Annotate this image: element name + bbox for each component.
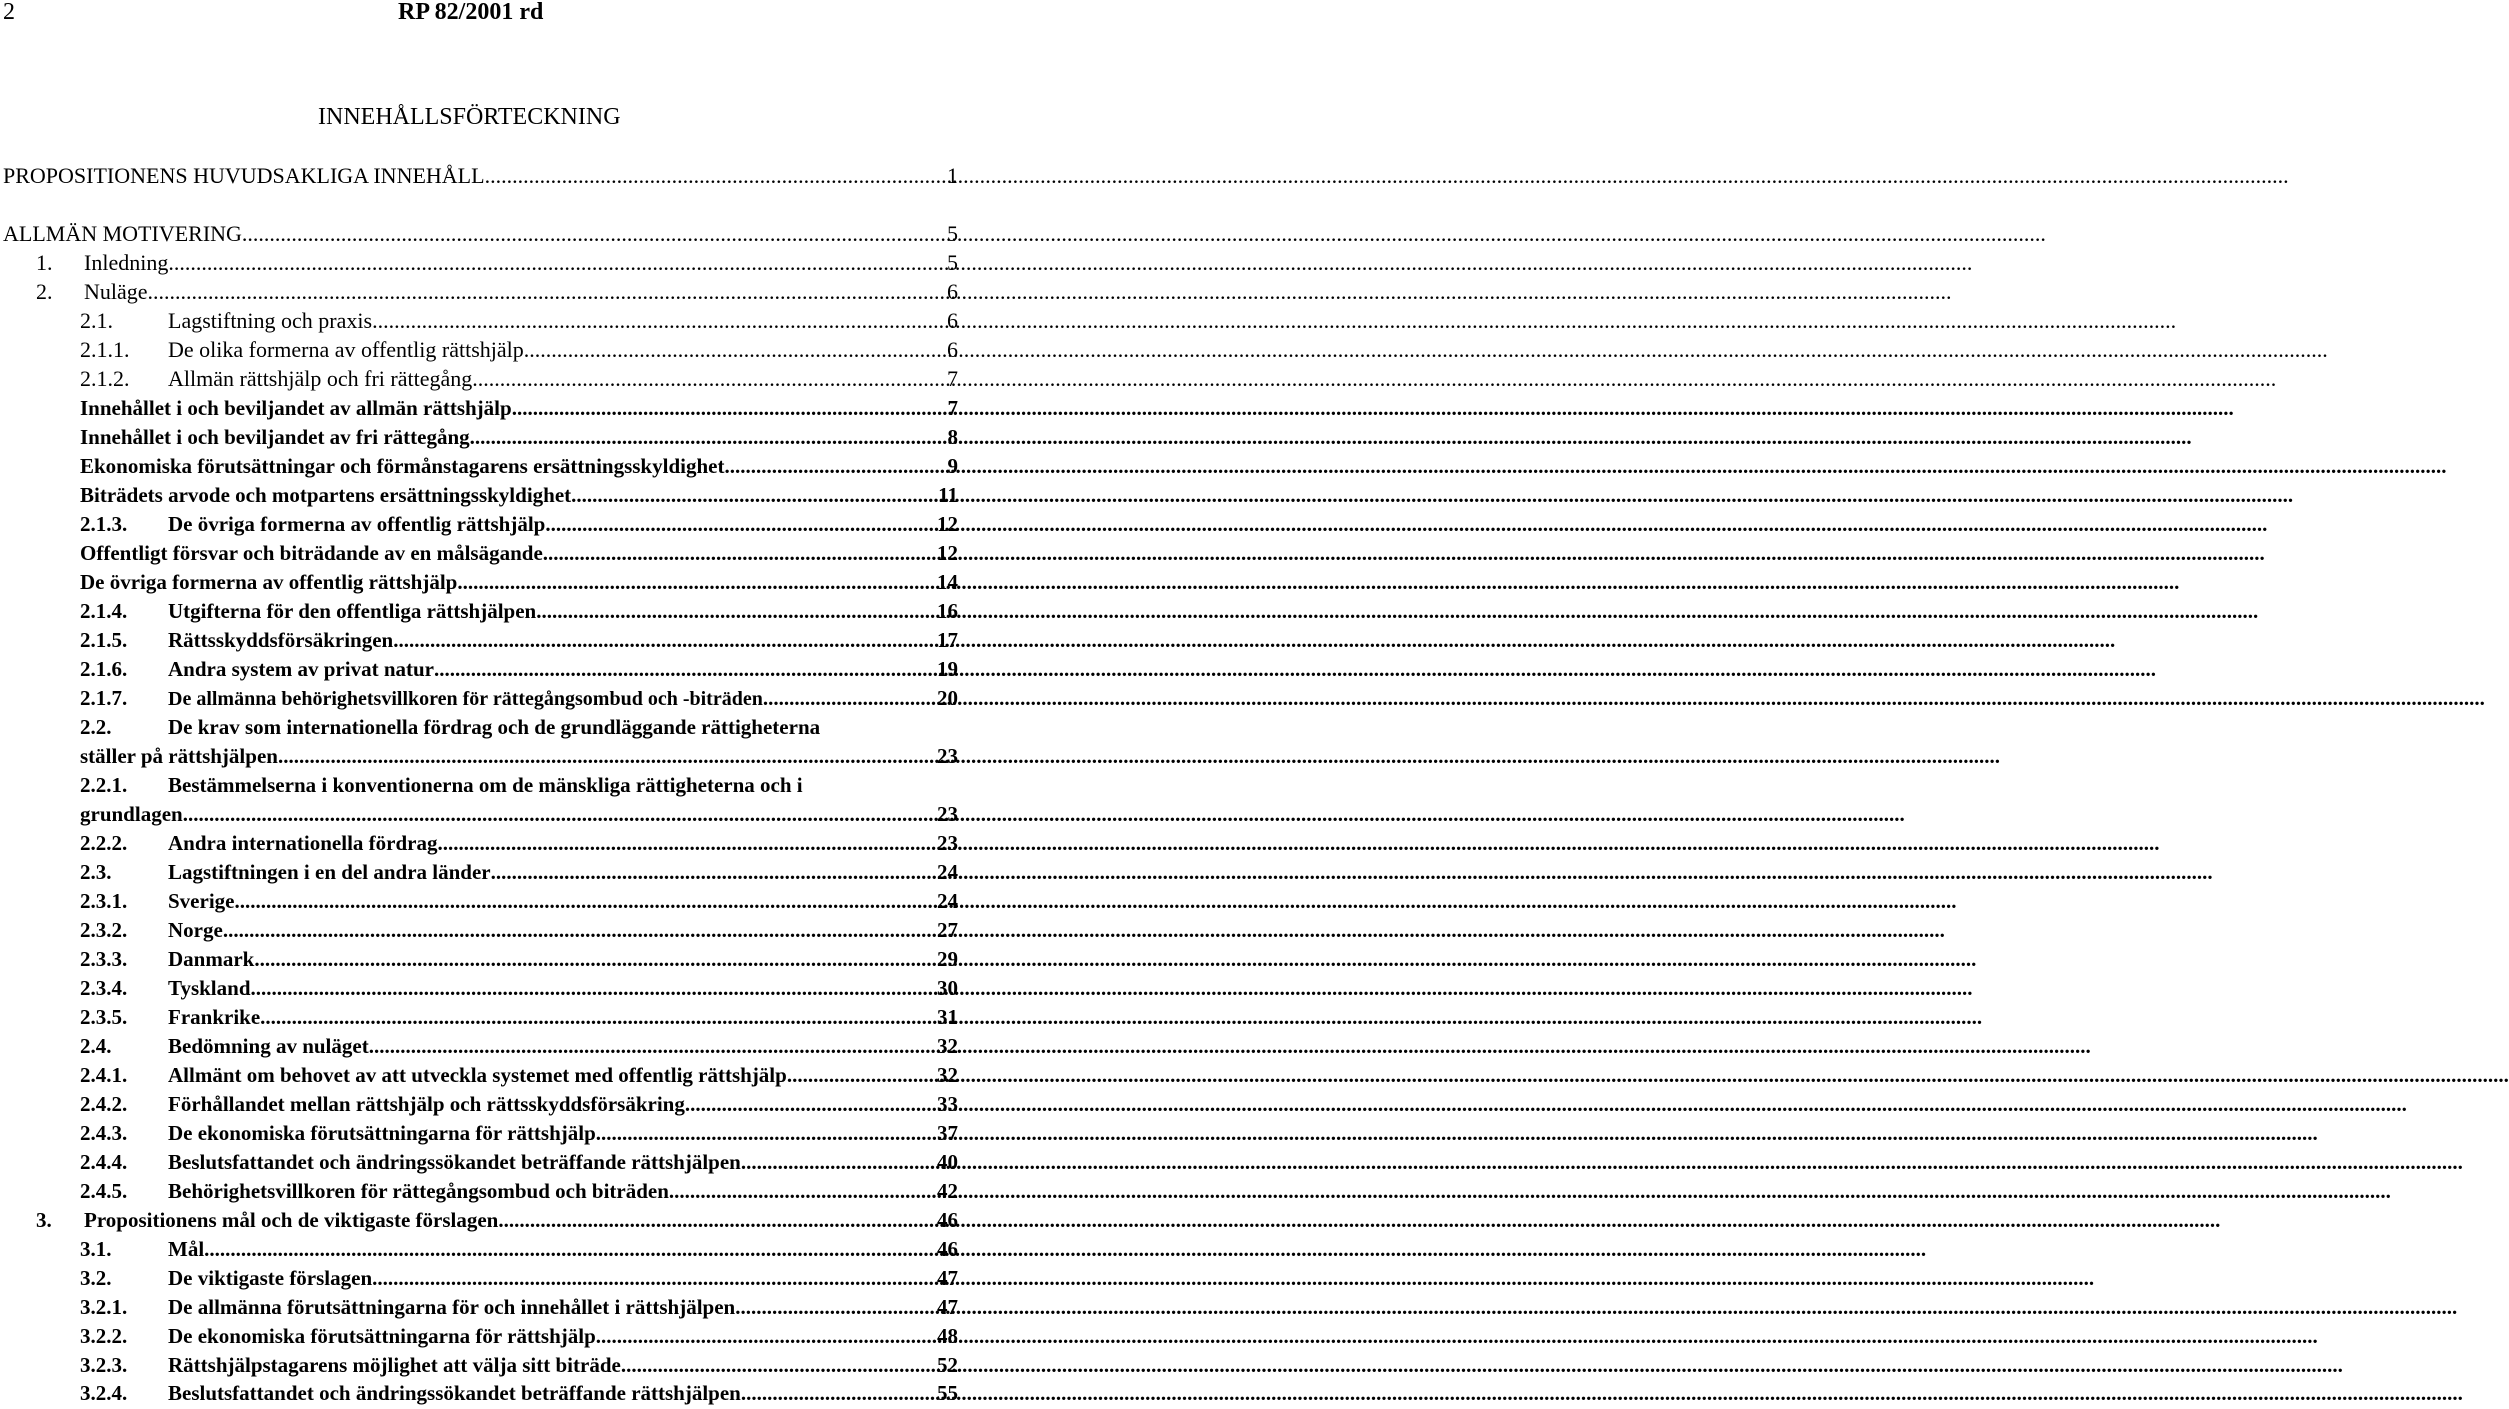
toc-entry[interactable] xyxy=(3,220,958,248)
toc-entry-title: De allmänna förutsättningarna för och innehållet i rättshjälpen xyxy=(168,1295,736,1319)
page-number: 2 xyxy=(3,0,15,25)
toc-entry-page: 5 xyxy=(947,250,958,275)
toc-entry-title: Bestämmelserna i konventionerna om de mänskliga rättigheterna och i xyxy=(168,773,803,797)
toc-entry-page: 47 xyxy=(937,1295,958,1319)
toc-entry-page: 24 xyxy=(937,860,958,884)
toc-entry-title: Inledning xyxy=(84,250,169,275)
leader-dots xyxy=(223,916,937,944)
leader-dots xyxy=(545,510,937,538)
leader-dots xyxy=(434,655,937,683)
toc-entry-title: Biträdets arvode och motpartens ersättningsskyldighet xyxy=(80,483,572,507)
leader-dots xyxy=(148,278,947,306)
toc-entry-page: 47 xyxy=(937,1266,958,1290)
toc-entry[interactable] xyxy=(80,1351,958,1379)
toc-entry[interactable] xyxy=(80,452,958,480)
toc-entry[interactable] xyxy=(80,1293,958,1321)
leader-dots xyxy=(735,1293,937,1321)
toc-entry-title: Utgifterna för den offentliga rättshjälpen xyxy=(168,599,537,623)
toc-entry[interactable] xyxy=(80,974,958,1002)
toc-entry[interactable] xyxy=(80,771,958,799)
toc-entry-number: 3.1. xyxy=(80,1237,112,1261)
toc-entry-page: 37 xyxy=(937,1121,958,1145)
toc-entry-page: 23 xyxy=(937,802,958,826)
toc-entry-title: ställer på rättshjälpen xyxy=(80,744,278,768)
leader-dots xyxy=(372,307,947,335)
leader-dots xyxy=(741,1379,937,1407)
toc-entry-number: 2.4.3. xyxy=(80,1121,128,1145)
toc-entry-number: 2.4.1. xyxy=(80,1063,128,1087)
toc-entry-number: 1. xyxy=(36,250,53,275)
toc-entry[interactable] xyxy=(80,1148,958,1176)
toc-entry-title: Lagstiftning och praxis xyxy=(168,308,373,333)
leader-dots xyxy=(204,1235,937,1263)
toc-entry-title: Andra system av privat natur xyxy=(168,657,434,681)
toc-entry-page: 16 xyxy=(937,599,958,623)
toc-entry[interactable] xyxy=(80,655,958,683)
toc-entry-page: 46 xyxy=(937,1237,958,1261)
leader-dots xyxy=(457,568,937,596)
toc-entry-title: Offentligt försvar och biträdande av en målsägande xyxy=(80,541,543,565)
toc-entry-page: 12 xyxy=(937,541,958,565)
toc-entry-title: Behörighetsvillkoren för rättegångsombud och biträden xyxy=(168,1179,669,1203)
leader-dots xyxy=(596,1322,937,1350)
toc-entry-title: Ekonomiska förutsättningar och förmånstagarens ersättningsskyldighet xyxy=(80,454,725,478)
toc-entry[interactable] xyxy=(80,684,958,713)
toc-entry-title: De övriga formerna av offentlig rättshjälp xyxy=(80,570,458,594)
toc-entry-number: 2.1. xyxy=(80,308,113,333)
toc-entry-page: 55 xyxy=(937,1381,958,1405)
leader-dots xyxy=(254,945,937,973)
toc-entry[interactable] xyxy=(80,568,958,596)
toc-heading: INNEHÅLLSFÖRTECKNING xyxy=(318,104,621,130)
toc-entry-page: 9 xyxy=(947,454,958,478)
toc-entry-title: Innehållet i och beviljandet av allmän rättshjälp xyxy=(80,396,512,420)
leader-dots xyxy=(741,1148,937,1176)
toc-entry[interactable] xyxy=(80,394,958,422)
toc-entry-number: 2.3.5. xyxy=(80,1005,128,1029)
leader-dots xyxy=(685,1090,937,1118)
running-title: RP 82/2001 rd xyxy=(398,0,544,25)
toc-entry-page: 20 xyxy=(937,686,958,710)
toc-entry[interactable] xyxy=(80,1322,958,1350)
toc-entry[interactable] xyxy=(80,336,958,364)
toc-entry[interactable] xyxy=(80,1090,958,1118)
toc-entry-title: grundlagen xyxy=(80,802,183,826)
toc-entry-title: Allmänt om behovet av att utveckla systemet med offentlig rättshjälp xyxy=(168,1063,787,1087)
toc-entry-title: Lagstiftningen i en del andra länder xyxy=(168,860,491,884)
toc-entry-page: 7 xyxy=(947,396,958,420)
leader-dots xyxy=(251,974,938,1002)
toc-entry-number: 2.1.7. xyxy=(80,686,128,710)
toc-entry-number: 2.4.4. xyxy=(80,1150,128,1174)
toc-entry-number: 2.1.1. xyxy=(80,337,130,362)
leader-dots xyxy=(393,626,937,654)
toc-entry[interactable] xyxy=(80,1032,958,1060)
toc-entry-title: Rättsskyddsförsäkringen xyxy=(168,628,394,652)
toc-entry-title: Mål xyxy=(168,1237,205,1261)
toc-entry-title: Nuläge xyxy=(84,279,148,304)
leader-dots xyxy=(724,452,947,480)
toc-entry-title: De ekonomiska förutsättningarna för rättshjälp xyxy=(168,1324,596,1348)
toc-entry-page: 19 xyxy=(937,657,958,681)
toc-entry[interactable] xyxy=(80,510,958,538)
toc-entry-page: 30 xyxy=(937,976,958,1000)
toc-entry-title: Innehållet i och beviljandet av fri rättegång xyxy=(80,425,470,449)
toc-entry[interactable] xyxy=(80,597,958,625)
toc-entry-title: De krav som internationella fördrag och de grundläggande rättigheterna xyxy=(168,715,821,739)
leader-dots xyxy=(787,1061,937,1089)
toc-entry-page: 42 xyxy=(937,1179,958,1203)
toc-entry-page: 23 xyxy=(937,744,958,768)
toc-entry-title: Frankrike xyxy=(168,1005,261,1029)
toc-entry-page: 46 xyxy=(937,1208,958,1232)
toc-entry-page: 11 xyxy=(938,483,958,507)
toc-entry-page: 5 xyxy=(947,221,958,246)
toc-entry[interactable] xyxy=(80,1264,958,1292)
toc-entry[interactable] xyxy=(3,162,958,190)
toc-entry-page: 6 xyxy=(947,337,958,362)
toc-entry-number: 2.2.2. xyxy=(80,831,128,855)
toc-entry[interactable] xyxy=(80,539,958,567)
toc-entry-title: Norge xyxy=(168,918,223,942)
toc-entry[interactable] xyxy=(80,1003,958,1031)
leader-dots xyxy=(491,858,937,886)
toc-entry-title: Propositionens mål och de viktigaste förslagen xyxy=(84,1208,499,1232)
toc-entry-number: 3.2.3. xyxy=(80,1353,128,1377)
leader-dots xyxy=(260,1003,937,1031)
toc-entry-title: Andra internationella fördrag xyxy=(168,831,438,855)
leader-dots xyxy=(596,1119,937,1147)
leader-dots xyxy=(498,1206,937,1234)
toc-entry-number: 2.1.2. xyxy=(80,366,130,391)
toc-entry[interactable] xyxy=(80,1379,958,1407)
toc-entry[interactable] xyxy=(36,249,958,277)
leader-dots xyxy=(571,481,938,509)
leader-dots xyxy=(536,597,937,625)
leader-dots xyxy=(543,539,937,567)
toc-entry-number: 2.1.4. xyxy=(80,599,128,623)
toc-entry[interactable] xyxy=(36,278,958,306)
toc-entry[interactable] xyxy=(80,713,958,741)
toc-entry-page: 31 xyxy=(937,1005,958,1029)
leader-dots xyxy=(472,365,947,393)
toc-entry-title: Beslutsfattandet och ändringssökandet beträffande rättshjälpen xyxy=(168,1381,741,1405)
toc-entry-page: 32 xyxy=(937,1063,958,1087)
toc-entry-number: 2.2. xyxy=(80,715,112,739)
leader-dots xyxy=(669,1177,937,1205)
toc-entry[interactable] xyxy=(80,1235,958,1263)
toc-entry-page: 12 xyxy=(937,512,958,536)
toc-entry-title: De allmänna behörighetsvillkoren för rättegångsombud och -biträden xyxy=(168,688,763,710)
toc-entry-page: 52 xyxy=(937,1353,958,1377)
leader-dots xyxy=(168,249,947,277)
toc-entry[interactable] xyxy=(80,481,958,509)
toc-entry-page: 27 xyxy=(937,918,958,942)
toc-entry-title: De ekonomiska förutsättningarna för rättshjälp xyxy=(168,1121,596,1145)
toc-entry-title: Rättshjälpstagarens möjlighet att välja sitt biträde xyxy=(168,1353,621,1377)
toc-entry-page: 14 xyxy=(937,570,958,594)
leader-dots xyxy=(278,742,937,770)
toc-entry[interactable] xyxy=(80,1119,958,1147)
toc-entry-page: 6 xyxy=(947,308,958,333)
toc-entry-title: Sverige xyxy=(168,889,235,913)
toc-entry-title: Allmän rättshjälp och fri rättegång xyxy=(168,366,473,391)
leader-dots xyxy=(437,829,937,857)
leader-dots xyxy=(485,162,947,190)
leader-dots xyxy=(183,800,937,828)
toc-entry-title: De olika formerna av offentlig rättshjälp xyxy=(168,337,524,362)
leader-dots xyxy=(512,394,948,422)
toc-entry[interactable] xyxy=(80,858,958,886)
toc-entry[interactable] xyxy=(80,1061,958,1089)
toc-entry-title: Bedömning av nuläget xyxy=(168,1034,369,1058)
toc-entry[interactable] xyxy=(80,423,958,451)
toc-entry-number: 2.4.5. xyxy=(80,1179,128,1203)
toc-entry-page: 1 xyxy=(947,163,958,188)
toc-entry-number: 2.1.5. xyxy=(80,628,128,652)
toc-entry-page: 17 xyxy=(937,628,958,652)
toc-entry[interactable] xyxy=(80,800,958,828)
toc-entry-title: Tyskland xyxy=(168,976,251,1000)
toc-entry-number: 2.1.6. xyxy=(80,657,128,681)
toc-entry-page: 33 xyxy=(937,1092,958,1116)
toc-entry-number: 3.2.1. xyxy=(80,1295,128,1319)
toc-entry-page: 23 xyxy=(937,831,958,855)
toc-entry[interactable] xyxy=(80,829,958,857)
toc-entry-number: 2.3.2. xyxy=(80,918,128,942)
toc-entry[interactable] xyxy=(80,307,958,335)
toc-entry-number: 2.3.1. xyxy=(80,889,128,913)
toc-entry[interactable] xyxy=(80,365,958,393)
toc-entry[interactable] xyxy=(80,887,958,915)
toc-entry-number: 2.3.3. xyxy=(80,947,128,971)
leader-dots xyxy=(621,1351,937,1379)
toc-entry-number: 2.4.2. xyxy=(80,1092,128,1116)
toc-entry-title: Beslutsfattandet och ändringssökandet beträffande rättshjälpen xyxy=(168,1150,741,1174)
toc-entry-number: 3.2.2. xyxy=(80,1324,128,1348)
toc-entry-number: 3.2. xyxy=(80,1266,112,1290)
toc-entry-page: 29 xyxy=(937,947,958,971)
toc-entry-title: ALLMÄN MOTIVERING xyxy=(3,221,242,246)
leader-dots xyxy=(369,1032,937,1060)
toc-entry-number: 3. xyxy=(36,1208,52,1232)
toc-entry-page: 40 xyxy=(937,1150,958,1174)
toc-entry[interactable] xyxy=(80,916,958,944)
toc-entry-page: 48 xyxy=(937,1324,958,1348)
leader-dots xyxy=(524,336,947,364)
toc-entry[interactable] xyxy=(80,1177,958,1205)
toc-entry[interactable] xyxy=(36,1206,958,1234)
leader-dots xyxy=(470,423,948,451)
toc-entry[interactable] xyxy=(80,945,958,973)
toc-entry-page: 8 xyxy=(947,425,958,449)
toc-entry[interactable] xyxy=(80,742,958,770)
toc-entry-number: 3.2.4. xyxy=(80,1381,128,1405)
toc-entry-page: 7 xyxy=(947,366,958,391)
toc-entry-number: 2.3.4. xyxy=(80,976,128,1000)
leader-dots xyxy=(242,220,947,248)
toc-entry-title: PROPOSITIONENS HUVUDSAKLIGA INNEHÅLL xyxy=(3,163,485,188)
toc-entry-page: 6 xyxy=(947,279,958,304)
toc-entry-title: De övriga formerna av offentlig rättshjälp xyxy=(168,512,546,536)
toc-entry-number: 2.4. xyxy=(80,1034,112,1058)
toc-entry-number: 2.2.1. xyxy=(80,773,128,797)
toc-entry-page: 32 xyxy=(937,1034,958,1058)
toc-entry-number: 2. xyxy=(36,279,53,304)
toc-entry-title: Danmark xyxy=(168,947,255,971)
leader-dots xyxy=(763,684,937,712)
leader-dots xyxy=(234,887,937,915)
leader-dots xyxy=(372,1264,937,1292)
toc-entry[interactable] xyxy=(80,626,958,654)
toc-entry-title: Förhållandet mellan rättshjälp och rättsskyddsförsäkring xyxy=(168,1092,685,1116)
toc-entry-number: 2.1.3. xyxy=(80,512,128,536)
toc-entry-number: 2.3. xyxy=(80,860,112,884)
toc-entry-title: De viktigaste förslagen xyxy=(168,1266,373,1290)
toc-entry-page: 24 xyxy=(937,889,958,913)
